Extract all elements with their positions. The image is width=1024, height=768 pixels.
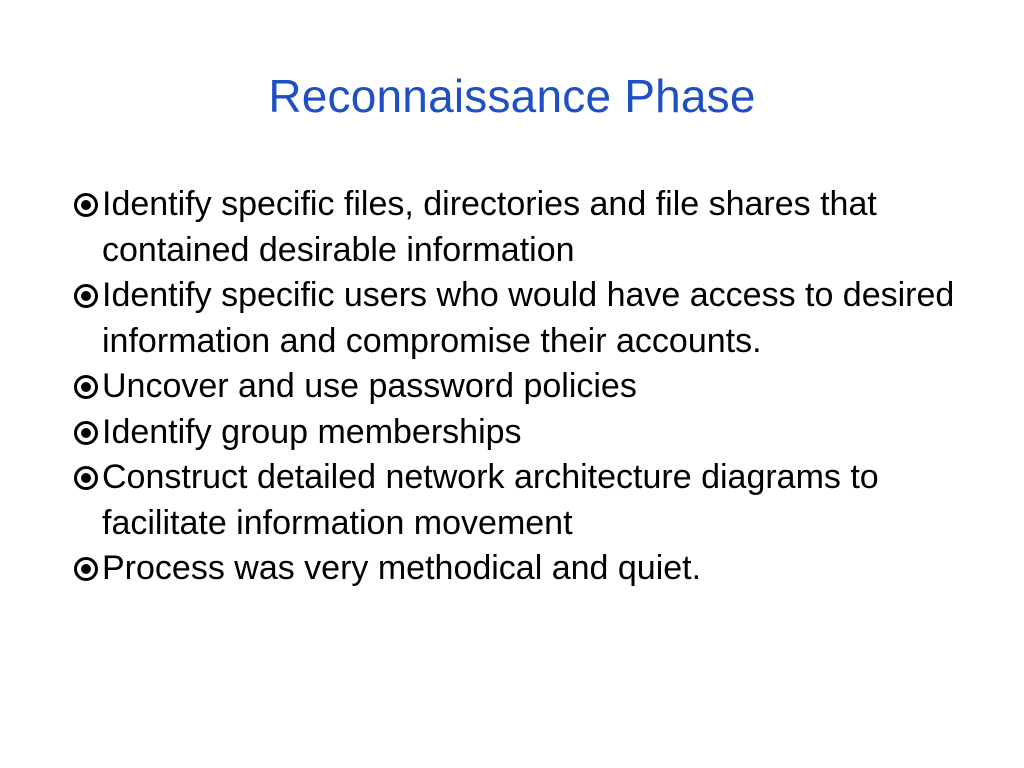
bullet-text: Process was very methodical and quiet. <box>102 549 702 587</box>
bullet-item <box>70 546 960 592</box>
bullet-text: Construct detailed network architecture diagrams to facilitate information movement <box>102 458 879 542</box>
bullet-item <box>70 182 960 273</box>
bullet-item <box>70 455 960 546</box>
bullet-item <box>70 364 960 410</box>
circled-dot-icon <box>73 465 99 491</box>
circled-dot-icon <box>73 374 99 400</box>
slide-title: Reconnaissance Phase <box>268 70 756 122</box>
bullet-text: Uncover and use password policies <box>102 367 637 405</box>
bullet-text: Identify specific users who would have access to desired information and compromise their accounts. <box>102 276 955 360</box>
circled-dot-icon <box>73 420 99 446</box>
circled-dot-icon <box>73 283 99 309</box>
circled-dot-icon <box>73 192 99 218</box>
bullet-item <box>70 410 960 456</box>
circled-dot-icon <box>73 556 99 582</box>
bullet-item <box>70 273 960 364</box>
bullet-list <box>70 182 960 592</box>
bullet-text: Identify group memberships <box>102 412 522 451</box>
bullet-text: Identify specific files, directories and file shares that contained desirable information <box>102 185 877 269</box>
